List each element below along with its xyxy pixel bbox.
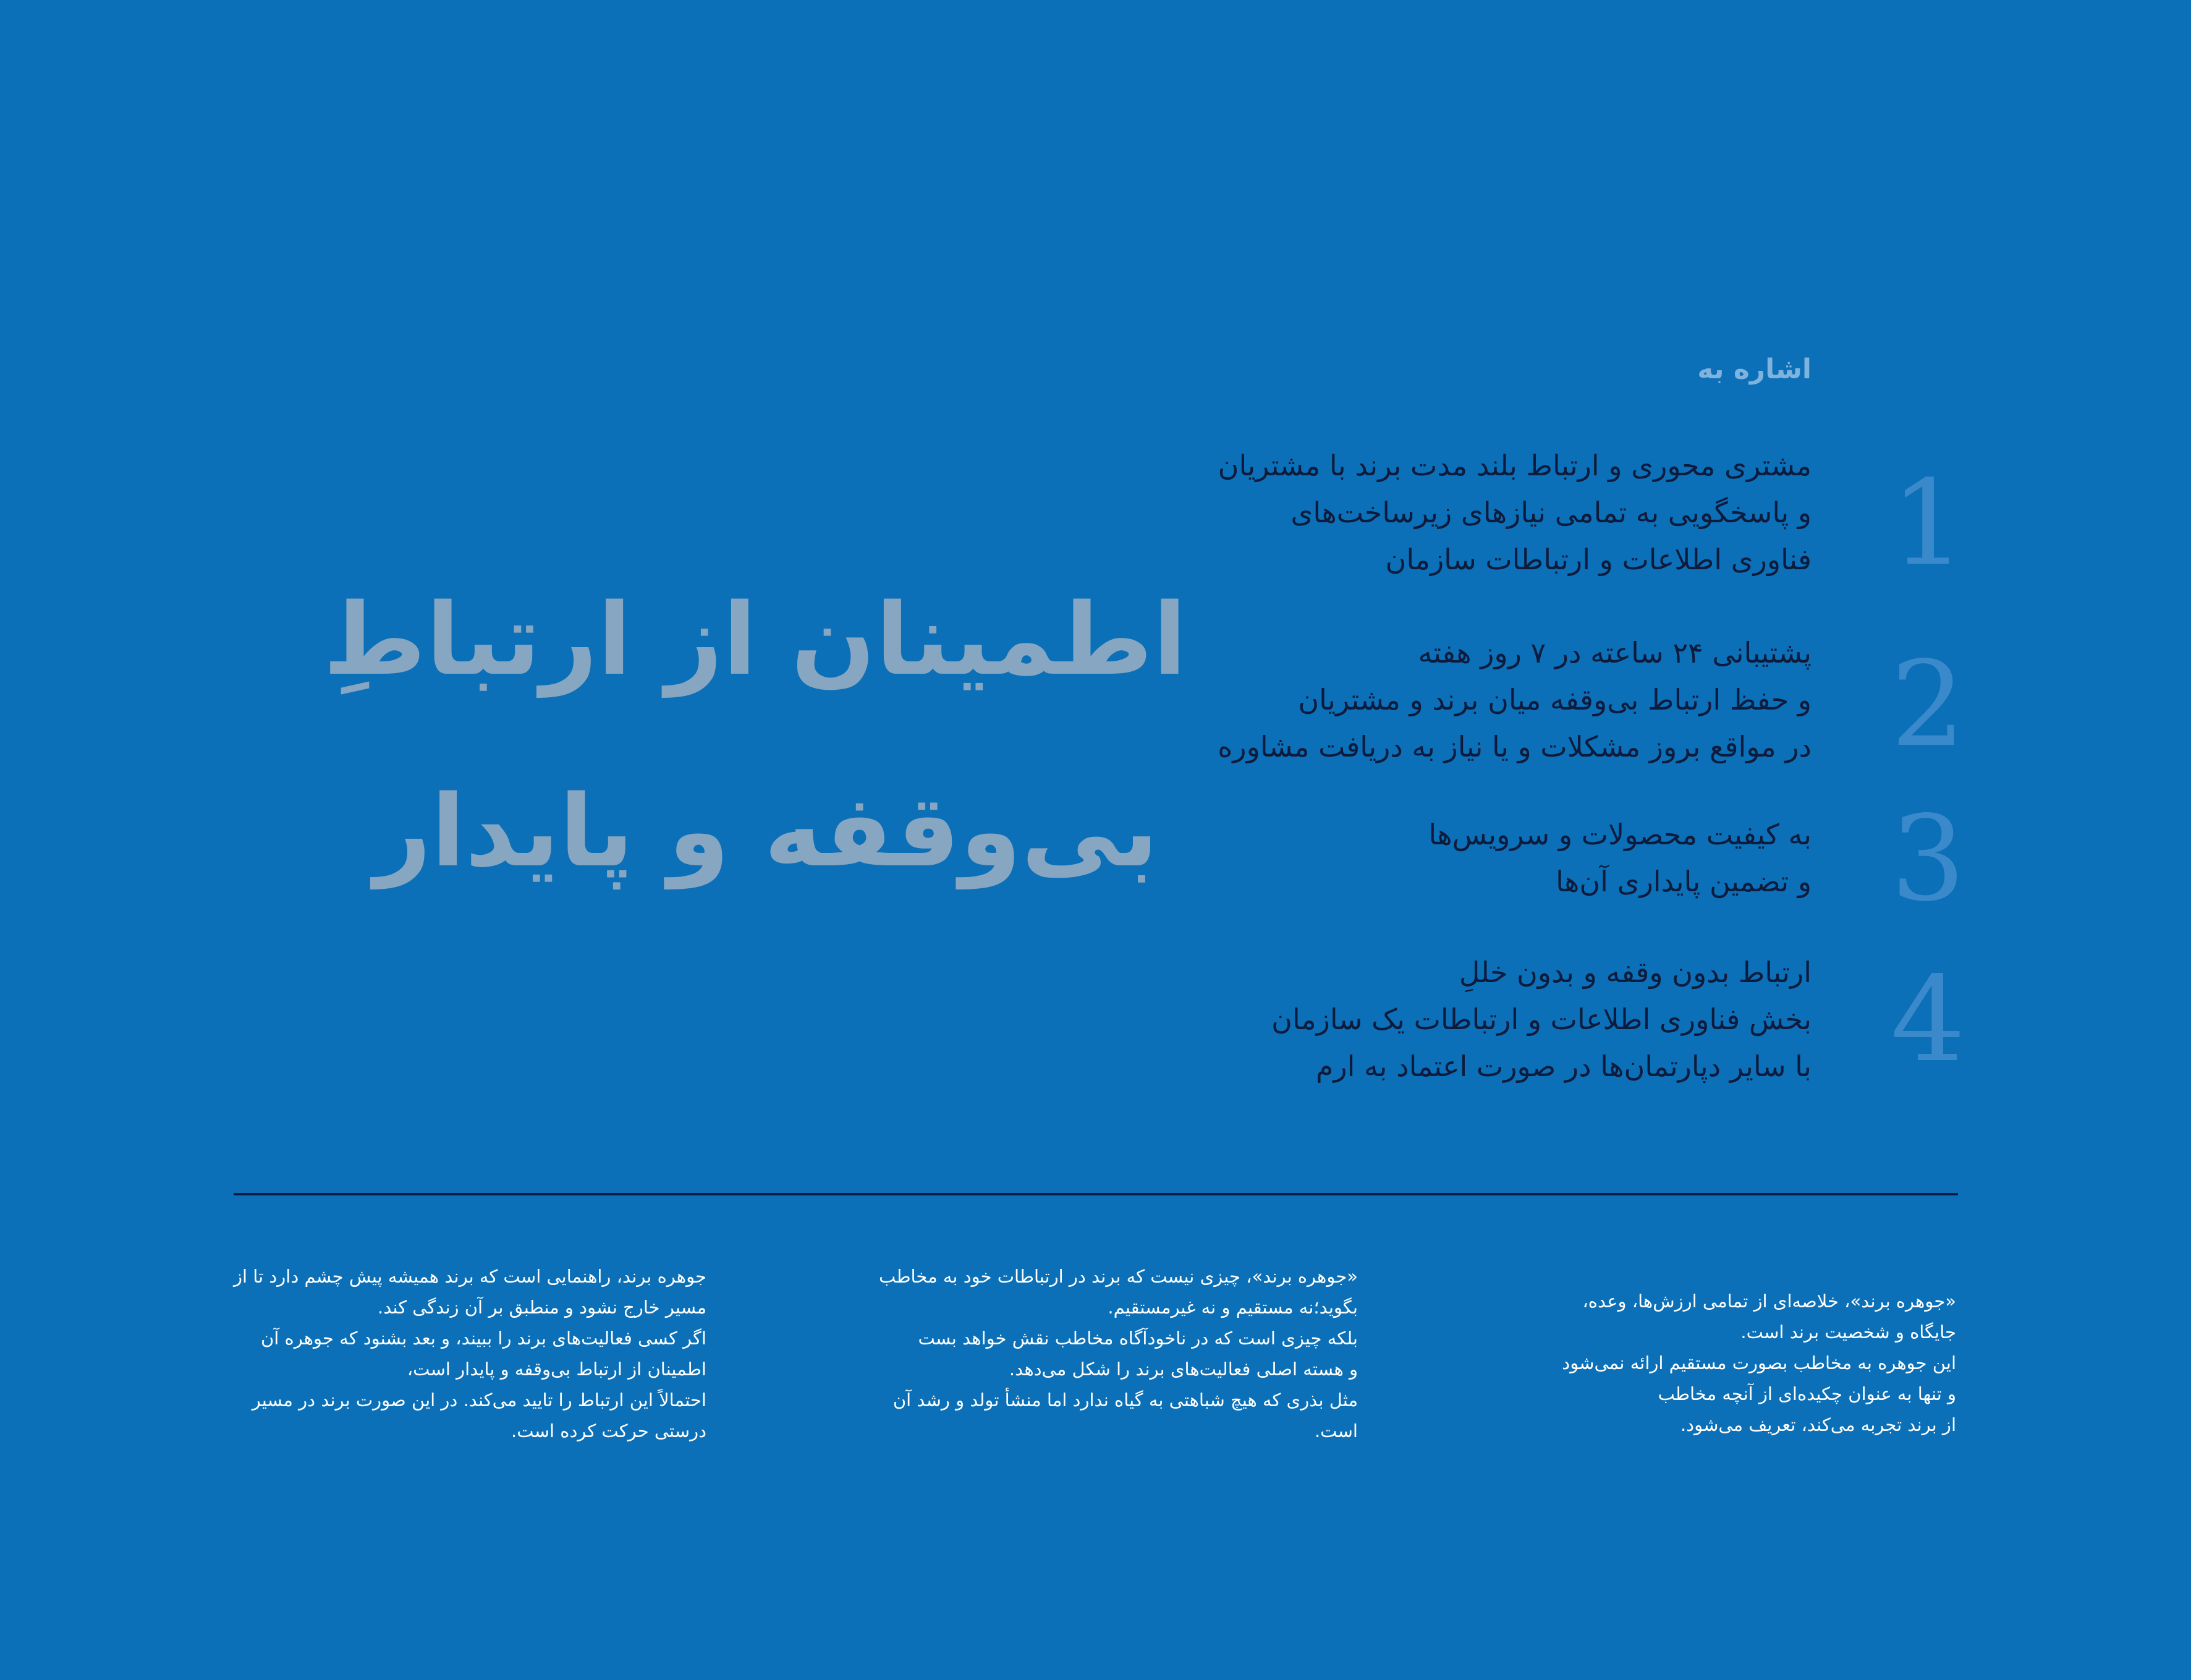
point-4-number: 4	[1891, 951, 1965, 1088]
point-4	[946, 949, 1812, 1090]
point-3-line-1: به کیفیت محصولات و سرویس‌ها	[1428, 818, 1812, 851]
note-center-line-5: مثل بذری که هیچ شباهتی به گیاه ندارد اما منشأ تولد و رشد آن	[892, 1389, 1358, 1411]
note-right-line-2: جایگاه و شخصیت برند است.	[1740, 1322, 1956, 1343]
point-4-line-1: ارتباط بدون وقفه و بدون خللِ	[1459, 956, 1812, 989]
note-left-line-6: درستی حرکت کرده است.	[511, 1420, 706, 1441]
point-2-line-3: در مواقع بروز مشکلات و یا نیاز به دریافت مشاوره	[1218, 730, 1812, 763]
headline-line-1: اطمینان از ارتباطِ	[323, 582, 1187, 697]
note-center-line-2: بگوید؛نه مستقیم و نه غیرمستقیم.	[1108, 1297, 1358, 1318]
note-left-line-1: جوهره برند، راهنمایی است که برند همیشه پیش چشم دارد تا از	[233, 1266, 706, 1287]
note-left	[212, 1261, 706, 1446]
note-center	[851, 1261, 1358, 1446]
point-2-line-2: و حفظ ارتباط بی‌وقفه میان برند و مشتریان	[1298, 683, 1812, 716]
note-right-line-3: این جوهره به مخاطب بصورت مستقیم ارائه نمی‌شود	[1562, 1352, 1956, 1373]
note-left-line-3: اگر کسی فعالیت‌های برند را ببیند، و بعد بشنود که جوهره آن	[260, 1328, 706, 1349]
point-4-line-3: با سایر دپارتمان‌ها در صورت اعتماد به ارم	[1315, 1050, 1812, 1083]
point-1-number: 1	[1891, 455, 1965, 592]
note-center-line-4: و هسته اصلی فعالیت‌های برند را شکل می‌دهد.	[1009, 1359, 1358, 1380]
note-left-line-5: احتمالاً این ارتباط را تایید می‌کند. در این صورت برند در مسیر	[252, 1389, 706, 1411]
note-left-line-2: مسیر خارج نشود و منطبق بر آن زندگی کند.	[378, 1297, 706, 1318]
point-2-number: 2	[1891, 636, 1965, 773]
point-1-line-1: مشتری محوری و ارتباط بلند مدت برند با مشتریان	[1218, 449, 1812, 482]
note-right	[1524, 1286, 1956, 1440]
point-1-line-3: فناوری اطلاعات و ارتباطات سازمان	[1385, 543, 1812, 576]
headline-line-2: بی‌وقفه و پایدار	[374, 773, 1159, 889]
note-right-line-1: «جوهره برند»، خلاصه‌ای از تمامی ارزش‌ها، وعده،	[1582, 1291, 1956, 1312]
point-3-number: 3	[1891, 791, 1965, 927]
point-4-line-2: بخش فناوری اطلاعات و ارتباطات یک سازمان	[1271, 1003, 1812, 1036]
divider	[234, 1193, 1958, 1195]
note-left-line-4: اطمینان از ارتباط بی‌وقفه و پایدار است،	[407, 1359, 706, 1380]
note-center-line-3: بلکه چیزی است که در ناخودآگاه مخاطب نقش خواهد بست	[918, 1328, 1358, 1349]
point-1-line-2: و پاسخگویی به تمامی نیازهای زیرساخت‌های	[1290, 496, 1812, 529]
note-right-line-5: از برند تجربه می‌کند، تعریف می‌شود.	[1680, 1414, 1956, 1435]
headline	[323, 544, 1187, 927]
section-label: اشاره به	[1697, 354, 1812, 385]
note-center-line-6: است.	[1314, 1420, 1358, 1441]
point-3-line-2: و تضمین پایداری آن‌ها	[1556, 865, 1812, 898]
note-right-line-4: و تنها به عنوان چکیده‌ای از آنچه مخاطب	[1658, 1383, 1956, 1404]
note-center-line-1: «جوهره برند»، چیزی نیست که برند در ارتباطات خود به مخاطب	[879, 1266, 1358, 1287]
point-2-line-1: پشتیبانی ۲۴ ساعته در ۷ روز هفته	[1418, 636, 1812, 669]
